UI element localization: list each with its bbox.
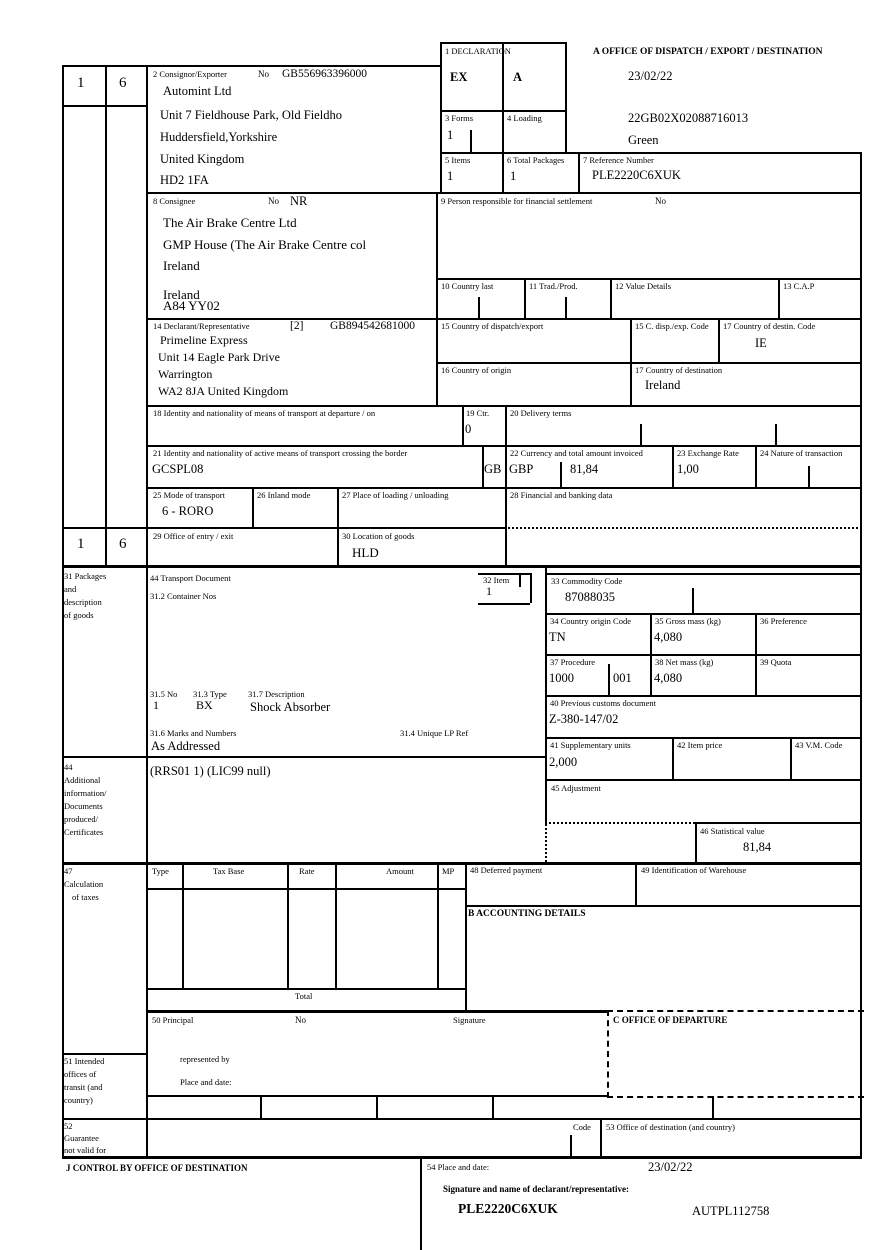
border-line (778, 278, 780, 318)
border-line (695, 822, 697, 862)
box51-label-line: 51 Intended (64, 1056, 105, 1066)
box19-label: 19 Ctr. (466, 408, 490, 418)
box15-label: 15 Country of dispatch/export (441, 321, 544, 331)
box8-label: 8 Consignee (153, 196, 196, 206)
border-line (695, 822, 862, 824)
box6-value: 1 (510, 169, 517, 183)
border-line (337, 487, 339, 565)
tick-mark (560, 462, 562, 487)
border-line (578, 152, 580, 192)
box32-label: 32 Item (483, 575, 510, 585)
box46-label: 46 Statistical value (700, 826, 765, 836)
border-line (146, 318, 862, 320)
box47-label-line: 47 (64, 866, 73, 876)
box3-label: 3 Forms (445, 113, 474, 123)
border-line (105, 65, 107, 565)
tick-mark (478, 297, 480, 318)
box49-label: 49 Identification of Warehouse (641, 865, 747, 875)
box44-label-line: information/ (64, 788, 107, 798)
box1-label: 1 DECLARATION (445, 46, 511, 56)
box21-value: GCSPL08 (152, 462, 204, 476)
box10-label: 10 Country last (441, 281, 494, 291)
border-line (790, 737, 792, 779)
box44-label-line: Certificates (64, 827, 104, 837)
border-line (718, 318, 720, 362)
border-line (146, 988, 465, 990)
box6-label: 6 Total Packages (507, 155, 565, 165)
box43-label: 43 V.M. Code (795, 740, 843, 750)
box31-3-label: 31.3 Type (193, 689, 227, 699)
box31-label-line: 31 Packages (64, 571, 107, 581)
box2-label: 2 Consignor/Exporter (153, 69, 227, 79)
border-line (335, 862, 337, 988)
box14-address-line: WA2 8JA United Kingdom (158, 384, 289, 398)
tick-mark (519, 573, 521, 587)
box53-label: 53 Office of destination (and country) (606, 1122, 735, 1132)
box14-eori: GB894542681000 (330, 320, 415, 332)
box14-address-line: Primeline Express (160, 333, 248, 347)
box31-5-label: 31.5 No (150, 689, 178, 699)
box14-address-line: Unit 14 Eagle Park Drive (158, 350, 280, 364)
box25-value: 6 - RORO (162, 504, 214, 518)
box31-label-line: description (64, 597, 102, 607)
border-line (600, 1118, 602, 1158)
box39-label: 39 Quota (760, 657, 792, 667)
border-line (182, 862, 184, 988)
tax-col-taxbase: Tax Base (213, 866, 245, 876)
box5-value: 1 (447, 169, 454, 183)
border-line (545, 654, 862, 656)
box2-address-line: HD2 1FA (160, 173, 209, 187)
box2-no-label: No (258, 69, 269, 79)
border-line (755, 613, 757, 695)
border-line (672, 445, 674, 487)
border-line (437, 862, 439, 988)
box31-6-label: 31.6 Marks and Numbers (150, 728, 237, 738)
border-line (62, 565, 862, 568)
boxA-mrn: 22GB02X02088716013 (628, 111, 749, 125)
box21-nationality: GB (484, 462, 502, 476)
box54-auth-number: AUTPL112758 (692, 1204, 770, 1218)
box2-eori: GB556963396000 (282, 68, 367, 80)
border-line (146, 405, 862, 407)
tick-mark (570, 1135, 572, 1156)
box37-procedure: 1000 (549, 671, 574, 685)
tick-mark (608, 664, 610, 695)
border-line (436, 192, 438, 405)
box36-label: 36 Preference (760, 616, 807, 626)
box44-label-line: produced/ (64, 814, 98, 824)
box40-label: 40 Previous customs document (550, 698, 657, 708)
box17-label: 17 Country of destination (635, 365, 723, 375)
box45-label: 45 Adjustment (551, 783, 601, 793)
box54-label: 54 Place and date: (427, 1162, 490, 1172)
box31-7-value: Shock Absorber (250, 700, 331, 714)
box22-label: 22 Currency and total amount invoiced (510, 448, 643, 458)
tick-mark (565, 297, 567, 318)
box33-label: 33 Commodity Code (551, 576, 623, 586)
box50-signature-label: Signature (453, 1015, 486, 1025)
box8-address-line: A84 YY02 (163, 298, 220, 313)
box41-value: 2,000 (549, 755, 578, 769)
box28-label: 28 Financial and banking data (510, 490, 613, 500)
box1-copy-code: A (513, 70, 523, 84)
border-line (62, 65, 442, 67)
box47-label-line: Calculation (64, 879, 104, 889)
box26-label: 26 Inland mode (257, 490, 311, 500)
box44-label-line: Additional (64, 775, 101, 785)
box41-label: 41 Supplementary units (550, 740, 631, 750)
box40-value: Z-380-147/02 (549, 712, 619, 726)
box30-value: HLD (352, 545, 379, 560)
border-line (635, 862, 637, 905)
box31-5-value: 1 (153, 698, 159, 712)
border-line (502, 42, 504, 192)
box27-label: 27 Place of loading / unloading (342, 490, 449, 500)
border-line (376, 1095, 378, 1118)
box1-declaration-type: EX (450, 70, 468, 84)
border-line (252, 487, 254, 527)
box35-label: 35 Gross mass (kg) (655, 616, 721, 626)
border-line (62, 1053, 146, 1055)
border-line (465, 905, 862, 907)
border-line (146, 1010, 607, 1013)
border-line (530, 573, 532, 603)
border-line (440, 42, 442, 192)
box38-value: 4,080 (654, 671, 683, 685)
box51-label-line: country) (64, 1095, 93, 1105)
box8-address-line: Ireland (163, 258, 200, 273)
box8-address-line: The Air Brake Centre Ltd (163, 215, 297, 230)
box20-label: 20 Delivery terms (510, 408, 572, 418)
box50-represented-label: represented by (180, 1054, 230, 1064)
border-line (436, 278, 862, 280)
border-line (62, 756, 545, 758)
box2-address-line: United Kingdom (160, 152, 245, 166)
border-line (545, 737, 862, 739)
box37-procedure-2: 001 (613, 671, 632, 685)
box37-label: 37 Procedure (550, 657, 596, 667)
boxA-routing: Green (628, 133, 659, 147)
box17-value: Ireland (645, 378, 681, 392)
border-line (630, 318, 632, 405)
border-line (860, 152, 862, 1158)
tax-col-type: Type (152, 866, 169, 876)
box4-label: 4 Loading (507, 113, 542, 123)
box54-signature-label: Signature and name of declarant/representative: (443, 1184, 629, 1194)
box35-value: 4,080 (654, 630, 683, 644)
border-line (287, 862, 289, 988)
box44-label-line: Documents (64, 801, 103, 811)
border-line (524, 278, 526, 318)
box31-7-label: 31.7 Description (248, 689, 305, 699)
tax-total-label: Total (295, 991, 313, 1001)
box17c-label: 17 Country of destin. Code (723, 321, 816, 331)
box24-label: 24 Nature of transaction (760, 448, 843, 458)
box14-rep-code: [2] (290, 320, 304, 332)
border-line (672, 737, 674, 779)
box14-label: 14 Declarant/Representative (153, 321, 250, 331)
border-line (146, 888, 465, 890)
box22-currency: GBP (509, 462, 534, 476)
tax-col-rate: Rate (299, 866, 315, 876)
box19-value: 0 (465, 422, 472, 436)
border-line (478, 603, 530, 605)
box31-3-value: BX (196, 698, 213, 712)
border-line (545, 565, 547, 820)
dotted-line (545, 820, 547, 862)
copy-number-right: 6 (119, 75, 127, 91)
box8-address-line: GMP House (The Air Brake Centre col (163, 237, 367, 252)
sectionC-label: C OFFICE OF DEPARTURE (613, 1015, 728, 1025)
border-line (146, 192, 862, 194)
box50-place-date-label: Place and date: (180, 1077, 232, 1087)
border-line (492, 1095, 494, 1118)
border-line (462, 405, 464, 445)
tick-mark (775, 424, 777, 445)
box31-6-value: As Addressed (151, 739, 221, 753)
box2-address-line: Huddersfield,Yorkshire (160, 130, 278, 144)
tick-mark (808, 466, 810, 487)
tick-mark (692, 588, 694, 613)
border-line (755, 445, 757, 487)
box18-label: 18 Identity and nationality of means of transport at departure / on (153, 408, 376, 418)
box32-value: 1 (486, 584, 492, 598)
tick-mark (640, 424, 642, 445)
box52-label-line: not valid for (64, 1145, 107, 1155)
box11-label: 11 Trad./Prod. (529, 281, 578, 291)
box44-value: (RRS01 1) (LIC99 null) (150, 764, 271, 778)
border-line (712, 1096, 714, 1118)
tax-col-mp: MP (442, 866, 455, 876)
tick-mark (470, 130, 472, 152)
box31-2-label: 31.2 Container Nos (150, 591, 217, 601)
box9-label: 9 Person responsible for financial settlement (441, 196, 593, 206)
dotted-line (545, 822, 695, 824)
box23-value: 1,00 (677, 462, 699, 476)
box29-label: 29 Office of entry / exit (153, 531, 234, 541)
border-line (62, 1156, 862, 1159)
box34-value: TN (549, 630, 566, 644)
border-line (505, 405, 507, 565)
box2-address-line: Automint Ltd (163, 84, 232, 98)
sectionJ-label: J CONTROL BY OFFICE OF DESTINATION (66, 1163, 248, 1173)
box50-label: 50 Principal (152, 1015, 194, 1025)
box52-label-line: Guarantee (64, 1133, 99, 1143)
border-line (545, 779, 862, 781)
box52-code-label: Code (573, 1122, 591, 1132)
box5-label: 5 Items (445, 155, 471, 165)
box17c-value: IE (755, 336, 767, 350)
box42-label: 42 Item price (677, 740, 723, 750)
box15c-label: 15 C. disp./exp. Code (635, 321, 709, 331)
box2-address-line: Unit 7 Fieldhouse Park, Old Fieldho (160, 108, 342, 122)
copy-number-right-2: 6 (119, 536, 127, 552)
box7-value: PLE2220C6XUK (592, 168, 681, 182)
box48-label: 48 Deferred payment (470, 865, 543, 875)
box46-value: 81,84 (743, 840, 772, 854)
box34-label: 34 Country origin Code (550, 616, 631, 626)
box38-label: 38 Net mass (kg) (655, 657, 714, 667)
border-line (545, 613, 862, 615)
box25-label: 25 Mode of transport (153, 490, 226, 500)
border-line (146, 65, 148, 1158)
copy-number-left: 1 (77, 75, 85, 91)
border-line (545, 695, 862, 697)
box21-label: 21 Identity and nationality of active means of transport crossing the border (153, 448, 408, 458)
box31-label-line: and (64, 584, 77, 594)
box44-label-line: 44 (64, 762, 73, 772)
dotted-line (505, 527, 862, 529)
border-line (650, 613, 652, 695)
box30-label: 30 Location of goods (342, 531, 415, 541)
box8-no: NR (290, 194, 308, 208)
boxA-label: A OFFICE OF DISPATCH / EXPORT / DESTINATION (593, 47, 823, 57)
border-line (420, 1156, 422, 1250)
box9-no-label: No (655, 196, 666, 206)
box14-address-line: Warrington (158, 367, 213, 381)
border-line (62, 1118, 862, 1120)
box16-label: 16 Country of origin (441, 365, 512, 375)
border-line (565, 42, 567, 152)
box8-no-label: No (268, 196, 279, 206)
box52-label-line: 52 (64, 1121, 73, 1131)
box31-label-line: of goods (64, 610, 94, 620)
box13-label: 13 C.A.P (783, 281, 815, 291)
box7-label: 7 Reference Number (583, 155, 654, 165)
border-line (610, 278, 612, 318)
border-line (62, 527, 505, 529)
box12-label: 12 Value Details (615, 281, 672, 291)
box3-value: 1 (447, 128, 454, 142)
copy-number-left-2: 1 (77, 536, 85, 552)
border-line (436, 362, 862, 364)
box23-label: 23 Exchange Rate (677, 448, 739, 458)
box31-4-label: 31.4 Unique LP Ref (400, 728, 469, 738)
border-line (260, 1095, 262, 1118)
box50-no-label: No (295, 1015, 306, 1025)
border-line (545, 573, 862, 575)
box8-address-line: Ireland (163, 287, 200, 302)
sectionB-label: B ACCOUNTING DETAILS (468, 909, 586, 919)
box51-label-line: offices of (64, 1069, 97, 1079)
box54-reference: PLE2220C6XUK (458, 1201, 558, 1216)
box44t-label: 44 Transport Document (150, 573, 231, 583)
boxA-date: 23/02/22 (628, 69, 673, 83)
box33-value: 87088035 (565, 590, 615, 604)
box47-label-line: of taxes (72, 892, 99, 902)
tax-col-amount: Amount (386, 866, 414, 876)
border-line (465, 862, 467, 1010)
box22-amount: 81,84 (570, 462, 599, 476)
box54-date: 23/02/22 (648, 1160, 693, 1174)
box51-label-line: transit (and (64, 1082, 103, 1092)
